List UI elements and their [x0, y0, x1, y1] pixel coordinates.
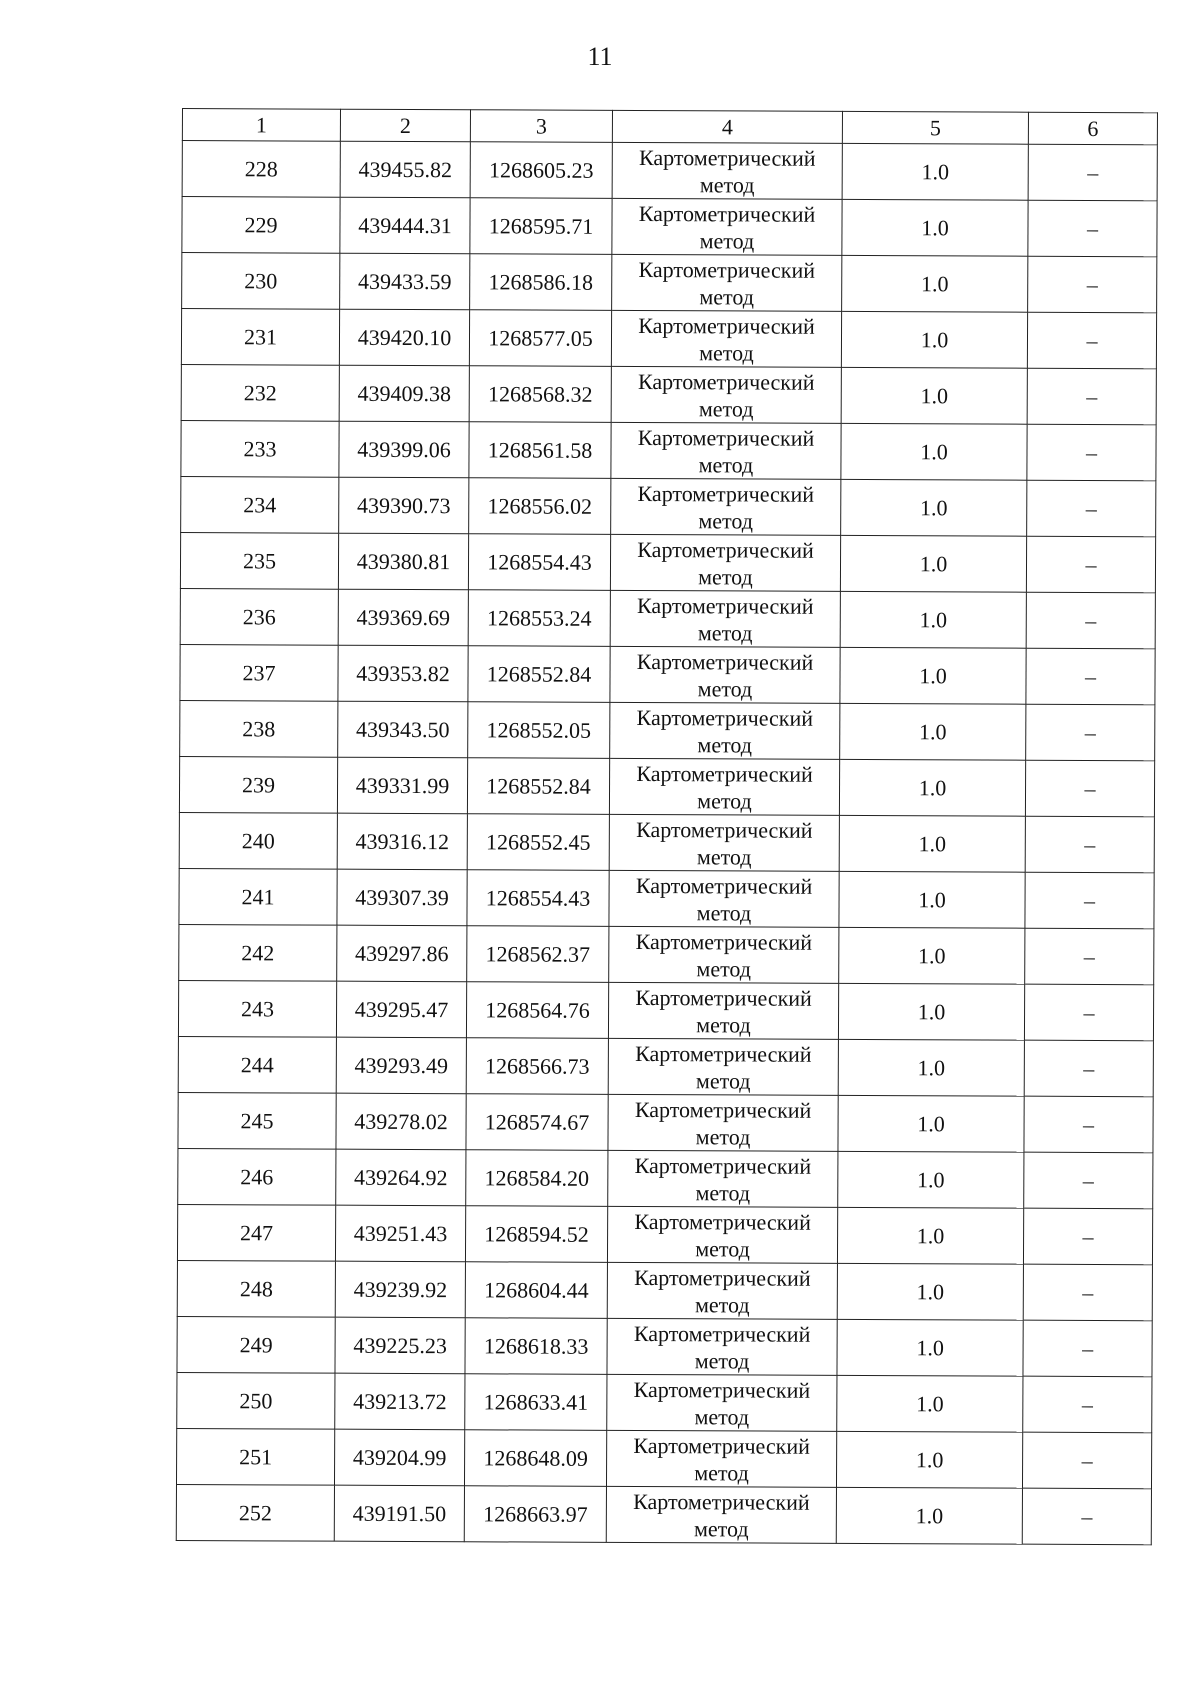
header-cell: 1	[182, 109, 340, 142]
coordinates-table	[176, 108, 1158, 1545]
description-cell: –	[1026, 704, 1155, 761]
description-cell: –	[1028, 200, 1157, 257]
accuracy-cell: 1.0	[838, 1095, 1024, 1152]
header-cell: 4	[612, 110, 842, 143]
y-coordinate-cell: 1268577.05	[469, 310, 611, 367]
accuracy-cell: 1.0	[837, 1319, 1023, 1376]
description-cell: –	[1026, 536, 1155, 593]
point-number-cell: 243	[178, 980, 336, 1037]
method-cell: Картометрический метод	[607, 1374, 837, 1431]
point-number-cell: 242	[179, 924, 337, 981]
accuracy-cell: 1.0	[842, 255, 1028, 312]
description-cell: –	[1026, 592, 1155, 649]
point-number-cell: 245	[178, 1092, 336, 1149]
point-number-cell: 231	[181, 309, 339, 366]
table-row	[180, 700, 1155, 760]
y-coordinate-cell: 1268552.05	[468, 702, 610, 759]
table-row	[177, 1316, 1152, 1376]
table-row	[179, 924, 1154, 984]
method-cell: Картометрический метод	[608, 982, 838, 1039]
description-cell: –	[1023, 1376, 1152, 1433]
description-cell: –	[1024, 984, 1153, 1041]
accuracy-cell: 1.0	[839, 871, 1025, 928]
y-coordinate-cell: 1268566.73	[466, 1038, 608, 1095]
point-number-cell: 248	[177, 1260, 335, 1317]
description-cell: –	[1028, 256, 1157, 313]
accuracy-cell: 1.0	[836, 1487, 1022, 1544]
y-coordinate-cell: 1268552.84	[467, 758, 609, 815]
accuracy-cell: 1.0	[838, 1039, 1024, 1096]
accuracy-cell: 1.0	[837, 1263, 1023, 1320]
x-coordinate-cell: 439433.59	[340, 253, 470, 310]
method-cell: Картометрический метод	[608, 1094, 838, 1151]
x-coordinate-cell: 439409.38	[339, 365, 469, 422]
method-cell: Картометрический метод	[610, 534, 840, 591]
table-row	[179, 868, 1154, 928]
point-number-cell: 230	[182, 253, 340, 310]
y-coordinate-cell: 1268561.58	[469, 422, 611, 479]
x-coordinate-cell: 439278.02	[336, 1093, 466, 1150]
header-row	[182, 109, 1157, 145]
x-coordinate-cell: 439264.92	[336, 1149, 466, 1206]
accuracy-cell: 1.0	[838, 983, 1024, 1040]
y-coordinate-cell: 1268556.02	[469, 478, 611, 535]
point-number-cell: 249	[177, 1316, 335, 1373]
method-cell: Картометрический метод	[607, 1318, 837, 1375]
x-coordinate-cell: 439316.12	[337, 813, 467, 870]
table-row	[178, 980, 1153, 1040]
x-coordinate-cell: 439380.81	[338, 533, 468, 590]
point-number-cell: 239	[179, 756, 337, 813]
accuracy-cell: 1.0	[839, 927, 1025, 984]
method-cell: Картометрический метод	[608, 1038, 838, 1095]
y-coordinate-cell: 1268618.33	[465, 1318, 607, 1375]
y-coordinate-cell: 1268604.44	[465, 1262, 607, 1319]
description-cell: –	[1026, 648, 1155, 705]
point-number-cell: 246	[178, 1148, 336, 1205]
y-coordinate-cell: 1268605.23	[470, 142, 612, 199]
x-coordinate-cell: 439390.73	[339, 477, 469, 534]
point-number-cell: 229	[182, 197, 340, 254]
x-coordinate-cell: 439239.92	[335, 1261, 465, 1318]
description-cell: –	[1027, 424, 1156, 481]
method-cell: Картометрический метод	[610, 646, 840, 703]
y-coordinate-cell: 1268574.67	[466, 1094, 608, 1151]
x-coordinate-cell: 439213.72	[335, 1373, 465, 1430]
header-cell: 3	[470, 110, 612, 143]
method-cell: Картометрический метод	[608, 1150, 838, 1207]
header-cell: 2	[340, 109, 470, 142]
table-row	[178, 1092, 1153, 1152]
table-row	[178, 1036, 1153, 1096]
table-row	[182, 253, 1157, 313]
description-cell: –	[1023, 1208, 1152, 1265]
y-coordinate-cell: 1268552.45	[467, 814, 609, 871]
accuracy-cell: 1.0	[839, 815, 1025, 872]
point-number-cell: 252	[176, 1484, 334, 1541]
header-cell: 6	[1028, 112, 1157, 145]
point-number-cell: 236	[180, 588, 338, 645]
x-coordinate-cell: 439455.82	[340, 141, 470, 198]
description-cell: –	[1023, 1320, 1152, 1377]
point-number-cell: 250	[177, 1372, 335, 1429]
description-cell: –	[1025, 928, 1154, 985]
method-cell: Картометрический метод	[612, 142, 842, 199]
accuracy-cell: 1.0	[840, 647, 1026, 704]
description-cell: –	[1027, 368, 1156, 425]
x-coordinate-cell: 439353.82	[338, 645, 468, 702]
page-number: 11	[587, 42, 613, 71]
accuracy-cell: 1.0	[840, 535, 1026, 592]
x-coordinate-cell: 439204.99	[334, 1429, 464, 1486]
accuracy-cell: 1.0	[837, 1375, 1023, 1432]
table-row	[182, 141, 1157, 201]
point-number-cell: 238	[180, 700, 338, 757]
point-number-cell: 241	[179, 868, 337, 925]
x-coordinate-cell: 439225.23	[335, 1317, 465, 1374]
x-coordinate-cell: 439331.99	[337, 757, 467, 814]
point-number-cell: 235	[180, 532, 338, 589]
point-number-cell: 233	[181, 420, 339, 477]
table-row	[181, 309, 1156, 369]
table-row	[180, 588, 1155, 648]
method-cell: Картометрический метод	[610, 590, 840, 647]
accuracy-cell: 1.0	[838, 1151, 1024, 1208]
accuracy-cell: 1.0	[837, 1207, 1023, 1264]
table-row	[177, 1372, 1152, 1432]
accuracy-cell: 1.0	[841, 423, 1027, 480]
y-coordinate-cell: 1268663.97	[464, 1486, 606, 1543]
description-cell: –	[1022, 1432, 1151, 1489]
table-row	[180, 644, 1155, 704]
x-coordinate-cell: 439251.43	[335, 1205, 465, 1262]
y-coordinate-cell: 1268594.52	[465, 1206, 607, 1263]
method-cell: Картометрический метод	[606, 1430, 836, 1487]
y-coordinate-cell: 1268564.76	[466, 982, 608, 1039]
description-cell: –	[1025, 816, 1154, 873]
table-row	[176, 1484, 1151, 1544]
table-row	[177, 1204, 1152, 1264]
table-row	[176, 1428, 1151, 1488]
x-coordinate-cell: 439297.86	[337, 925, 467, 982]
y-coordinate-cell: 1268633.41	[465, 1374, 607, 1431]
point-number-cell: 240	[179, 812, 337, 869]
header-cell: 5	[842, 111, 1028, 144]
method-cell: Картометрический метод	[612, 198, 842, 255]
table-row	[182, 197, 1157, 257]
accuracy-cell: 1.0	[841, 367, 1027, 424]
x-coordinate-cell: 439444.31	[340, 197, 470, 254]
accuracy-cell: 1.0	[842, 143, 1028, 200]
accuracy-cell: 1.0	[840, 703, 1026, 760]
table-row	[178, 1148, 1153, 1208]
method-cell: Картометрический метод	[609, 870, 839, 927]
y-coordinate-cell: 1268554.43	[467, 870, 609, 927]
table-row	[179, 812, 1154, 872]
x-coordinate-cell: 439191.50	[334, 1485, 464, 1542]
method-cell: Картометрический метод	[611, 478, 841, 535]
table-row	[181, 476, 1156, 536]
x-coordinate-cell: 439343.50	[338, 701, 468, 758]
method-cell: Картометрический метод	[609, 814, 839, 871]
x-coordinate-cell: 439399.06	[339, 421, 469, 478]
description-cell: –	[1023, 1264, 1152, 1321]
point-number-cell: 244	[178, 1036, 336, 1093]
description-cell: –	[1028, 144, 1157, 201]
accuracy-cell: 1.0	[841, 311, 1027, 368]
y-coordinate-cell: 1268568.32	[469, 366, 611, 423]
point-number-cell: 232	[181, 364, 339, 421]
table-body	[176, 141, 1157, 1545]
accuracy-cell: 1.0	[836, 1431, 1022, 1488]
table-row	[181, 364, 1156, 424]
method-cell: Картометрический метод	[610, 702, 840, 759]
point-number-cell: 234	[181, 476, 339, 533]
accuracy-cell: 1.0	[840, 591, 1026, 648]
table-row	[180, 532, 1155, 592]
description-cell: –	[1024, 1096, 1153, 1153]
method-cell: Картометрический метод	[611, 310, 841, 367]
method-cell: Картометрический метод	[611, 366, 841, 423]
description-cell: –	[1024, 1040, 1153, 1097]
y-coordinate-cell: 1268584.20	[466, 1150, 608, 1207]
point-number-cell: 247	[177, 1204, 335, 1261]
y-coordinate-cell: 1268648.09	[464, 1430, 606, 1487]
method-cell: Картометрический метод	[607, 1206, 837, 1263]
method-cell: Картометрический метод	[609, 926, 839, 983]
y-coordinate-cell: 1268586.18	[470, 254, 612, 311]
description-cell: –	[1022, 1488, 1151, 1545]
x-coordinate-cell: 439295.47	[336, 981, 466, 1038]
table-header	[182, 109, 1157, 145]
accuracy-cell: 1.0	[841, 479, 1027, 536]
y-coordinate-cell: 1268553.24	[468, 590, 610, 647]
accuracy-cell: 1.0	[842, 199, 1028, 256]
table-row	[177, 1260, 1152, 1320]
method-cell: Картометрический метод	[611, 422, 841, 479]
y-coordinate-cell: 1268562.37	[467, 926, 609, 983]
y-coordinate-cell: 1268552.84	[468, 646, 610, 703]
point-number-cell: 228	[182, 141, 340, 198]
method-cell: Картометрический метод	[606, 1486, 836, 1543]
y-coordinate-cell: 1268595.71	[470, 198, 612, 255]
table-row	[179, 756, 1154, 816]
description-cell: –	[1027, 312, 1156, 369]
description-cell: –	[1027, 480, 1156, 537]
method-cell: Картометрический метод	[612, 254, 842, 311]
accuracy-cell: 1.0	[839, 759, 1025, 816]
x-coordinate-cell: 439307.39	[337, 869, 467, 926]
x-coordinate-cell: 439369.69	[338, 589, 468, 646]
description-cell: –	[1025, 872, 1154, 929]
point-number-cell: 251	[176, 1428, 334, 1485]
method-cell: Картометрический метод	[609, 758, 839, 815]
method-cell: Картометрический метод	[607, 1262, 837, 1319]
y-coordinate-cell: 1268554.43	[468, 534, 610, 591]
description-cell: –	[1024, 1152, 1153, 1209]
table-row	[181, 420, 1156, 480]
description-cell: –	[1025, 760, 1154, 817]
x-coordinate-cell: 439420.10	[339, 309, 469, 366]
x-coordinate-cell: 439293.49	[336, 1037, 466, 1094]
point-number-cell: 237	[180, 644, 338, 701]
